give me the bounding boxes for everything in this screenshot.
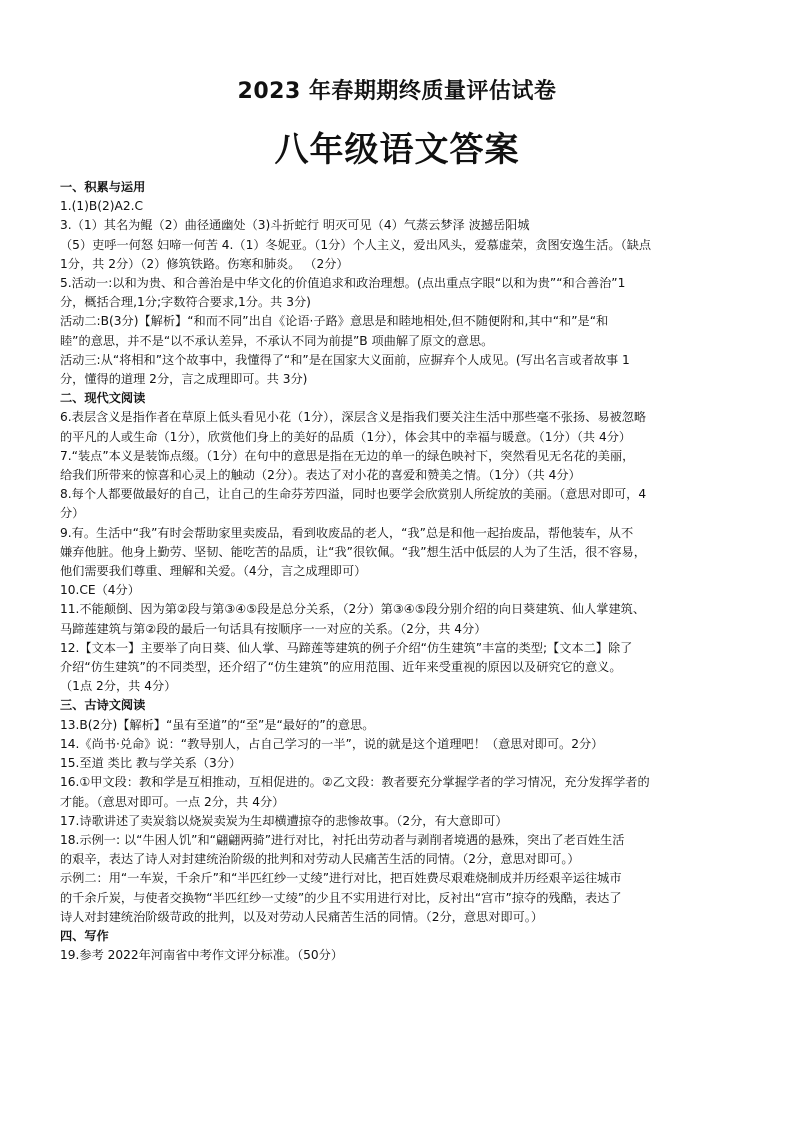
- answer-line: 分）: [60, 506, 85, 521]
- answer-line: 他们需要我们尊重、理解和关爱。（4分，言之成理即可）: [60, 564, 367, 579]
- answer-line: 19.参考 2022年河南省中考作文评分标准。（50分）: [60, 948, 344, 963]
- exam-title: 2023 年春期期终质量评估试卷: [237, 79, 557, 104]
- answer-key-title: 八年级语文答案: [274, 130, 520, 170]
- answer-line: 介绍“仿生建筑”的不同类型，还介绍了“仿生建筑”的应用范围、近年来受重视的原因以及研究它的意义。: [60, 660, 622, 675]
- answer-line: 9.有。生活中“我”有时会帮助家里卖废品，看到收废品的老人，“我”总是和他一起抬废品，帮他装车，从不: [60, 525, 634, 540]
- section-heading: 二、现代文阅读: [60, 391, 146, 406]
- answer-line: 18.示例一: 以“牛困人饥”和“翩翩两骑”进行对比，衬托出劳动者与剥削者境遇的悬殊，突出了老百姓生活: [60, 832, 625, 847]
- answer-line: 13.B(2分)【解析】“虽有至道”的“至”是“最好的”的意思。: [60, 717, 375, 732]
- answer-line: 8.每个人都要做最好的自己，让自己的生命芬芳四溢，同时也要学会欣赏别人所绽放的美丽。（意思对即可，4: [60, 487, 647, 502]
- answer-line: 16.①甲文段：教和学是互相推动，互相促进的。②乙文段：教者要充分掌握学者的学习情况，充分发挥学者的: [60, 775, 650, 790]
- section-heading: 四、写作: [60, 928, 109, 943]
- answer-line: 示例二：用“一车炭，千余斤”和“半匹红纱一丈绫”进行对比，把百姓费尽艰难烧制成并历经艰辛运往城市: [60, 871, 622, 886]
- answer-line: 15.至道 类比 教与学关系（3分）: [60, 756, 242, 771]
- answer-line: 嫌弃他脏。他身上勤劳、坚韧、能吃苦的品质，让“我”很钦佩。“我”想生活中低层的人为了生活，很不容易，: [60, 544, 646, 559]
- answer-line: 1分，共 2分）（2）修筑铁路。伤寒和肺炎。 （2分）: [60, 256, 349, 271]
- answer-line: 给我们所带来的惊喜和心灵上的触动（2分）。表达了对小花的喜爱和赞美之情。（1分）（共 4分）: [60, 468, 581, 483]
- answer-line: 分，概括合理,1分;字数符合要求,1分。共 3分): [60, 295, 311, 310]
- answer-line: 6.表层含义是指作者在草原上低头看见小花（1分），深层含义是指我们要关注生活中那些毫不张扬、易被忽略: [60, 410, 647, 425]
- answer-line: 14.《尚书·兑命》说：“教导别人，占自己学习的一半”，说的就是这个道理吧！（意思对即可。2分）: [60, 736, 604, 751]
- answer-line: 5.活动一:以和为贵、和合善治是中华文化的价值追求和政治理想。(点出重点字眼“以和为贵”“和合善治”1: [60, 276, 626, 291]
- answer-body: [60, 178, 744, 965]
- answer-line: 睦”的意思，并不是“以不承认差异，不承认不同为前提”B 项曲解了原文的意思。: [60, 333, 494, 348]
- answer-line: 17.诗歌讲述了卖炭翁以烧炭卖炭为生却横遭掠夺的悲惨故事。（2分，有大意即可）: [60, 813, 508, 828]
- answer-line: 分，懂得的道理 2分，言之成理即可。共 3分): [60, 372, 308, 387]
- answer-line: 活动二:B(3分)【解析】“和而不同”出自《论语·子路》意思是和睦地相处,但不随便附和,其中“和”是“和: [60, 314, 609, 329]
- section-heading: 一、积累与运用: [60, 180, 146, 194]
- section-heading: 三、古诗文阅读: [60, 698, 146, 713]
- answer-line: （5）吏呼一何怒 妇啼一何苦 4.（1）冬妮亚。（1分）个人主义，爱出风头，爱慕虚荣，贪图安逸生活。（缺点: [60, 237, 652, 252]
- answer-line: 的平凡的人或生命（1分），欣赏他们身上的美好的品质（1分），体会其中的幸福与暖意。（1分）（共 4分）: [60, 429, 632, 444]
- answer-line: 马蹄莲建筑与第②段的最后一句话具有按顺序一一对应的关系。（2分，共 4分）: [60, 621, 487, 636]
- answer-line: 活动三:从“将相和”这个故事中，我懂得了“和”是在国家大义面前，应摒弃个人成见。(写出名言或者故事 1: [60, 352, 630, 367]
- answer-line: （1点 2分，共 4分）: [60, 679, 177, 694]
- answer-line: 3.（1）其名为鲲（2）曲径通幽处（3)斗折蛇行 明灭可见（4）气蒸云梦泽 波撼岳阳城: [60, 218, 530, 233]
- answer-line: 的千余斤炭，与使者交换物“半匹红纱一丈绫”的少且不实用进行对比，反衬出“宫市”掠夺的残酷，表达了: [60, 890, 622, 905]
- answer-line: 才能。（意思对即可。一点 2分，共 4分）: [60, 794, 285, 809]
- answer-line: 10.CE（4分）: [60, 583, 140, 598]
- answer-line: 7.“装点”本义是装饰点缀。（1分）在句中的意思是指在无边的单一的绿色映衬下，突然看见无名花的美丽，: [60, 448, 635, 463]
- answer-line: 的艰辛，表达了诗人对封建统治阶级的批判和对劳动人民痛苦生活的同情。（2分，意思对即可。）: [60, 852, 580, 867]
- answer-line: 11.不能颠倒、因为第②段与第③④⑤段是总分关系，（2分）第③④⑤段分别介绍的向日葵建筑、仙人掌建筑、: [60, 602, 646, 617]
- answer-line: 诗人对封建统治阶级苛政的批判，以及对劳动人民痛苦生活的同情。（2分，意思对即可。）: [60, 909, 544, 924]
- answer-line: 12.【文本一】主要举了向日葵、仙人掌、马蹄莲等建筑的例子介绍“仿生建筑”丰富的类型;【文本二】除了: [60, 640, 633, 655]
- answer-line: 1.(1)B(2)A2.C: [60, 199, 143, 214]
